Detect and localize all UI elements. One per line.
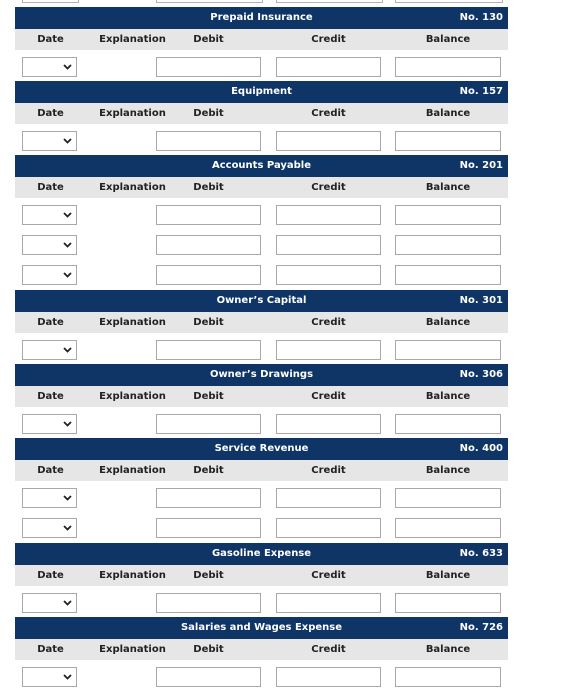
date-select[interactable]: [22, 57, 77, 77]
ledger-account: [15, 81, 508, 154]
account-number: No. 157: [459, 86, 503, 97]
debit-input[interactable]: [156, 57, 261, 77]
account-number: No. 633: [459, 548, 503, 559]
credit-input[interactable]: [276, 205, 381, 225]
debit-input[interactable]: [156, 265, 261, 285]
credit-header: Credit: [311, 644, 346, 655]
debit-input[interactable]: [156, 0, 263, 3]
chevron-down-icon: [62, 209, 73, 221]
ledger-entry-row: [15, 481, 508, 511]
credit-header: Credit: [311, 391, 346, 402]
credit-input[interactable]: [276, 0, 383, 3]
account-title-bar: [15, 543, 508, 565]
date-header: Date: [37, 644, 64, 655]
account-title-bar: [15, 617, 508, 639]
chevron-down-icon: [62, 492, 73, 504]
debit-header: Debit: [193, 465, 224, 476]
date-select[interactable]: [22, 518, 77, 538]
date-select[interactable]: [22, 235, 77, 255]
date-header: Date: [37, 317, 64, 328]
ledger-account: [15, 617, 508, 690]
chevron-down-icon: [62, 239, 73, 251]
credit-header: Credit: [311, 317, 346, 328]
account-title-bar: [15, 81, 508, 103]
balance-input[interactable]: [395, 205, 501, 225]
credit-input[interactable]: [276, 57, 381, 77]
balance-input[interactable]: [395, 414, 501, 434]
debit-input[interactable]: [156, 340, 261, 360]
date-header: Date: [37, 391, 64, 402]
account-title-bar: [15, 364, 508, 386]
debit-input[interactable]: [156, 518, 261, 538]
ledger-entry-row: [15, 333, 508, 363]
ledger-entry-row: [15, 407, 508, 437]
credit-header: Credit: [311, 465, 346, 476]
debit-input[interactable]: [156, 235, 261, 255]
account-name: Service Revenue: [214, 443, 309, 454]
date-header: Date: [37, 108, 64, 119]
account-title-bar: [15, 7, 508, 29]
balance-header: Balance: [425, 465, 471, 476]
credit-header: Credit: [311, 182, 346, 193]
debit-input[interactable]: [156, 488, 261, 508]
balance-header: Balance: [425, 570, 471, 581]
balance-input[interactable]: [395, 131, 501, 151]
date-select[interactable]: [22, 205, 77, 225]
explanation-header: Explanation: [99, 182, 166, 193]
column-header-row: [15, 460, 508, 481]
credit-input[interactable]: [276, 131, 381, 151]
debit-input[interactable]: [156, 131, 261, 151]
chevron-down-icon: [62, 597, 73, 609]
column-header-row: [15, 639, 508, 660]
account-number: No. 400: [459, 443, 503, 454]
balance-input[interactable]: [395, 57, 501, 77]
account-number: No. 130: [459, 12, 503, 23]
balance-input[interactable]: [395, 593, 501, 613]
credit-input[interactable]: [276, 518, 381, 538]
account-title-bar: [15, 438, 508, 460]
balance-header: Balance: [425, 182, 471, 193]
credit-header: Credit: [311, 34, 346, 45]
balance-input[interactable]: [395, 340, 501, 360]
debit-input[interactable]: [156, 205, 261, 225]
ledger-account: [15, 290, 508, 363]
date-header: Date: [37, 465, 64, 476]
explanation-header: Explanation: [99, 465, 166, 476]
balance-header: Balance: [425, 108, 471, 119]
debit-header: Debit: [193, 108, 224, 119]
date-select[interactable]: [22, 488, 77, 508]
account-name: Accounts Payable: [211, 160, 312, 171]
account-name: Prepaid Insurance: [210, 12, 313, 23]
ledger-entry-row: [15, 511, 508, 541]
explanation-header: Explanation: [99, 108, 166, 119]
date-select[interactable]: [22, 131, 77, 151]
date-header: Date: [37, 34, 64, 45]
explanation-header: Explanation: [99, 570, 166, 581]
credit-input[interactable]: [276, 414, 381, 434]
account-name: Owner’s Drawings: [209, 369, 314, 380]
date-select[interactable]: [22, 340, 77, 360]
ledger-entry-row: [15, 228, 508, 258]
account-number: No. 726: [459, 622, 503, 633]
date-header: Date: [37, 570, 64, 581]
credit-input[interactable]: [276, 488, 381, 508]
chevron-down-icon: [62, 344, 73, 356]
column-header-row: [15, 312, 508, 333]
debit-header: Debit: [193, 570, 224, 581]
ledger-entry-row: [15, 50, 508, 80]
debit-header: Debit: [193, 34, 224, 45]
balance-input[interactable]: [395, 0, 503, 3]
account-number: No. 301: [459, 295, 503, 306]
debit-input[interactable]: [156, 414, 261, 434]
debit-input[interactable]: [156, 593, 261, 613]
account-name: Owner’s Capital: [216, 295, 307, 306]
balance-header: Balance: [425, 391, 471, 402]
ledger-entry-row: [15, 258, 508, 288]
chevron-down-icon: [62, 418, 73, 430]
ledger-account: [15, 155, 508, 288]
balance-input[interactable]: [395, 488, 501, 508]
account-number: No. 201: [459, 160, 503, 171]
chevron-down-icon: [62, 61, 73, 73]
date-select[interactable]: [22, 414, 77, 434]
explanation-header: Explanation: [99, 391, 166, 402]
chevron-down-icon: [62, 135, 73, 147]
chevron-down-icon: [62, 671, 73, 683]
ledger-account: [15, 543, 508, 616]
debit-input[interactable]: [156, 667, 261, 687]
explanation-header: Explanation: [99, 644, 166, 655]
credit-input[interactable]: [276, 593, 381, 613]
column-header-row: [15, 29, 508, 50]
column-header-row: [15, 103, 508, 124]
balance-input[interactable]: [395, 265, 501, 285]
ledger-account: [15, 438, 508, 541]
account-title-bar: [15, 290, 508, 312]
credit-header: Credit: [311, 570, 346, 581]
account-title-bar: [15, 155, 508, 177]
chevron-down-icon: [62, 269, 73, 281]
date-header: Date: [37, 182, 64, 193]
balance-input[interactable]: [395, 518, 501, 538]
explanation-header: Explanation: [99, 34, 166, 45]
credit-input[interactable]: [276, 265, 381, 285]
balance-header: Balance: [425, 34, 471, 45]
account-number: No. 306: [459, 369, 503, 380]
column-header-row: [15, 386, 508, 407]
balance-header: Balance: [425, 317, 471, 328]
account-name: Gasoline Expense: [211, 548, 312, 559]
balance-input[interactable]: [395, 235, 501, 255]
account-name: Salaries and Wages Expense: [180, 622, 343, 633]
credit-input[interactable]: [276, 667, 381, 687]
explanation-header: Explanation: [99, 317, 166, 328]
ledger-entry-row: [15, 660, 508, 690]
account-name: Equipment: [231, 86, 292, 97]
debit-header: Debit: [193, 317, 224, 328]
ledger-account: [15, 364, 508, 437]
balance-header: Balance: [425, 644, 471, 655]
date-select[interactable]: [22, 667, 77, 687]
balance-input[interactable]: [395, 667, 501, 687]
chevron-down-icon: [62, 522, 73, 534]
ledger-entry-row: [15, 124, 508, 154]
debit-header: Debit: [193, 182, 224, 193]
date-select[interactable]: [22, 593, 77, 613]
date-select[interactable]: [22, 265, 77, 285]
ledger-entry-row: [15, 198, 508, 228]
credit-input[interactable]: [276, 340, 381, 360]
ledger-entry-row: [15, 586, 508, 616]
ledger-account: [15, 7, 508, 80]
column-header-row: [15, 565, 508, 586]
date-select[interactable]: [22, 0, 79, 3]
credit-header: Credit: [311, 108, 346, 119]
debit-header: Debit: [193, 391, 224, 402]
credit-input[interactable]: [276, 235, 381, 255]
debit-header: Debit: [193, 644, 224, 655]
column-header-row: [15, 177, 508, 198]
